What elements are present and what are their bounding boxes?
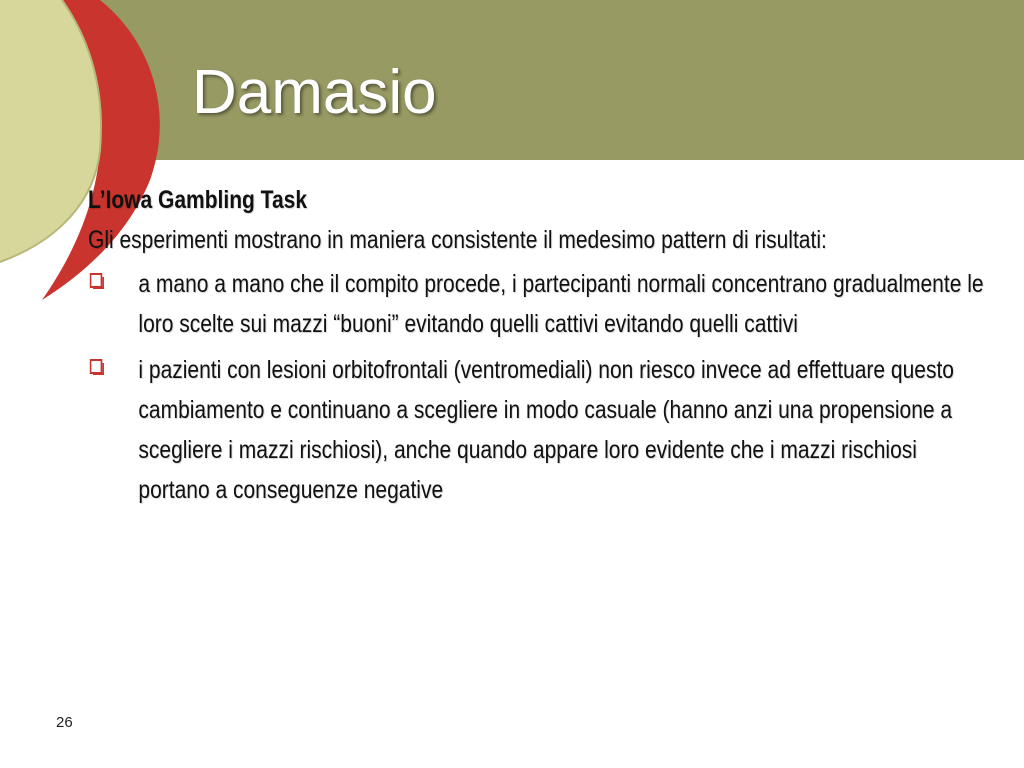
- section-heading: L’Iowa Gambling Task: [88, 186, 308, 214]
- slide-title: Damasio: [192, 58, 437, 127]
- bullet-item: [88, 350, 993, 510]
- hollow-square-icon: [90, 359, 105, 375]
- bullet-text: i pazienti con lesioni orbitofrontali (ventromediali) non riesco invece ad effettuare questo cambiamento e continuano a scegliere in modo casuale (hanno anzi una propensione a scegliere i mazzi rischiosi), anche quando appare loro evidente che i mazzi rischiosi portano a conseguenze negative: [138, 356, 954, 504]
- hollow-square-icon: [90, 273, 105, 289]
- bullet-text: a mano a mano che il compito procede, i partecipanti normali concentrano gradualmente le loro scelte sui mazzi “buoni” evitando quelli cattivi evitando quelli cattivi: [138, 270, 984, 338]
- bullet-item: [88, 264, 993, 344]
- slide-content: [88, 180, 993, 516]
- intro-text: Gli esperimenti mostrano in maniera consistente il medesimo pattern di risultati:: [88, 226, 827, 254]
- bullet-list: [88, 264, 993, 510]
- page-number: 26: [56, 714, 73, 731]
